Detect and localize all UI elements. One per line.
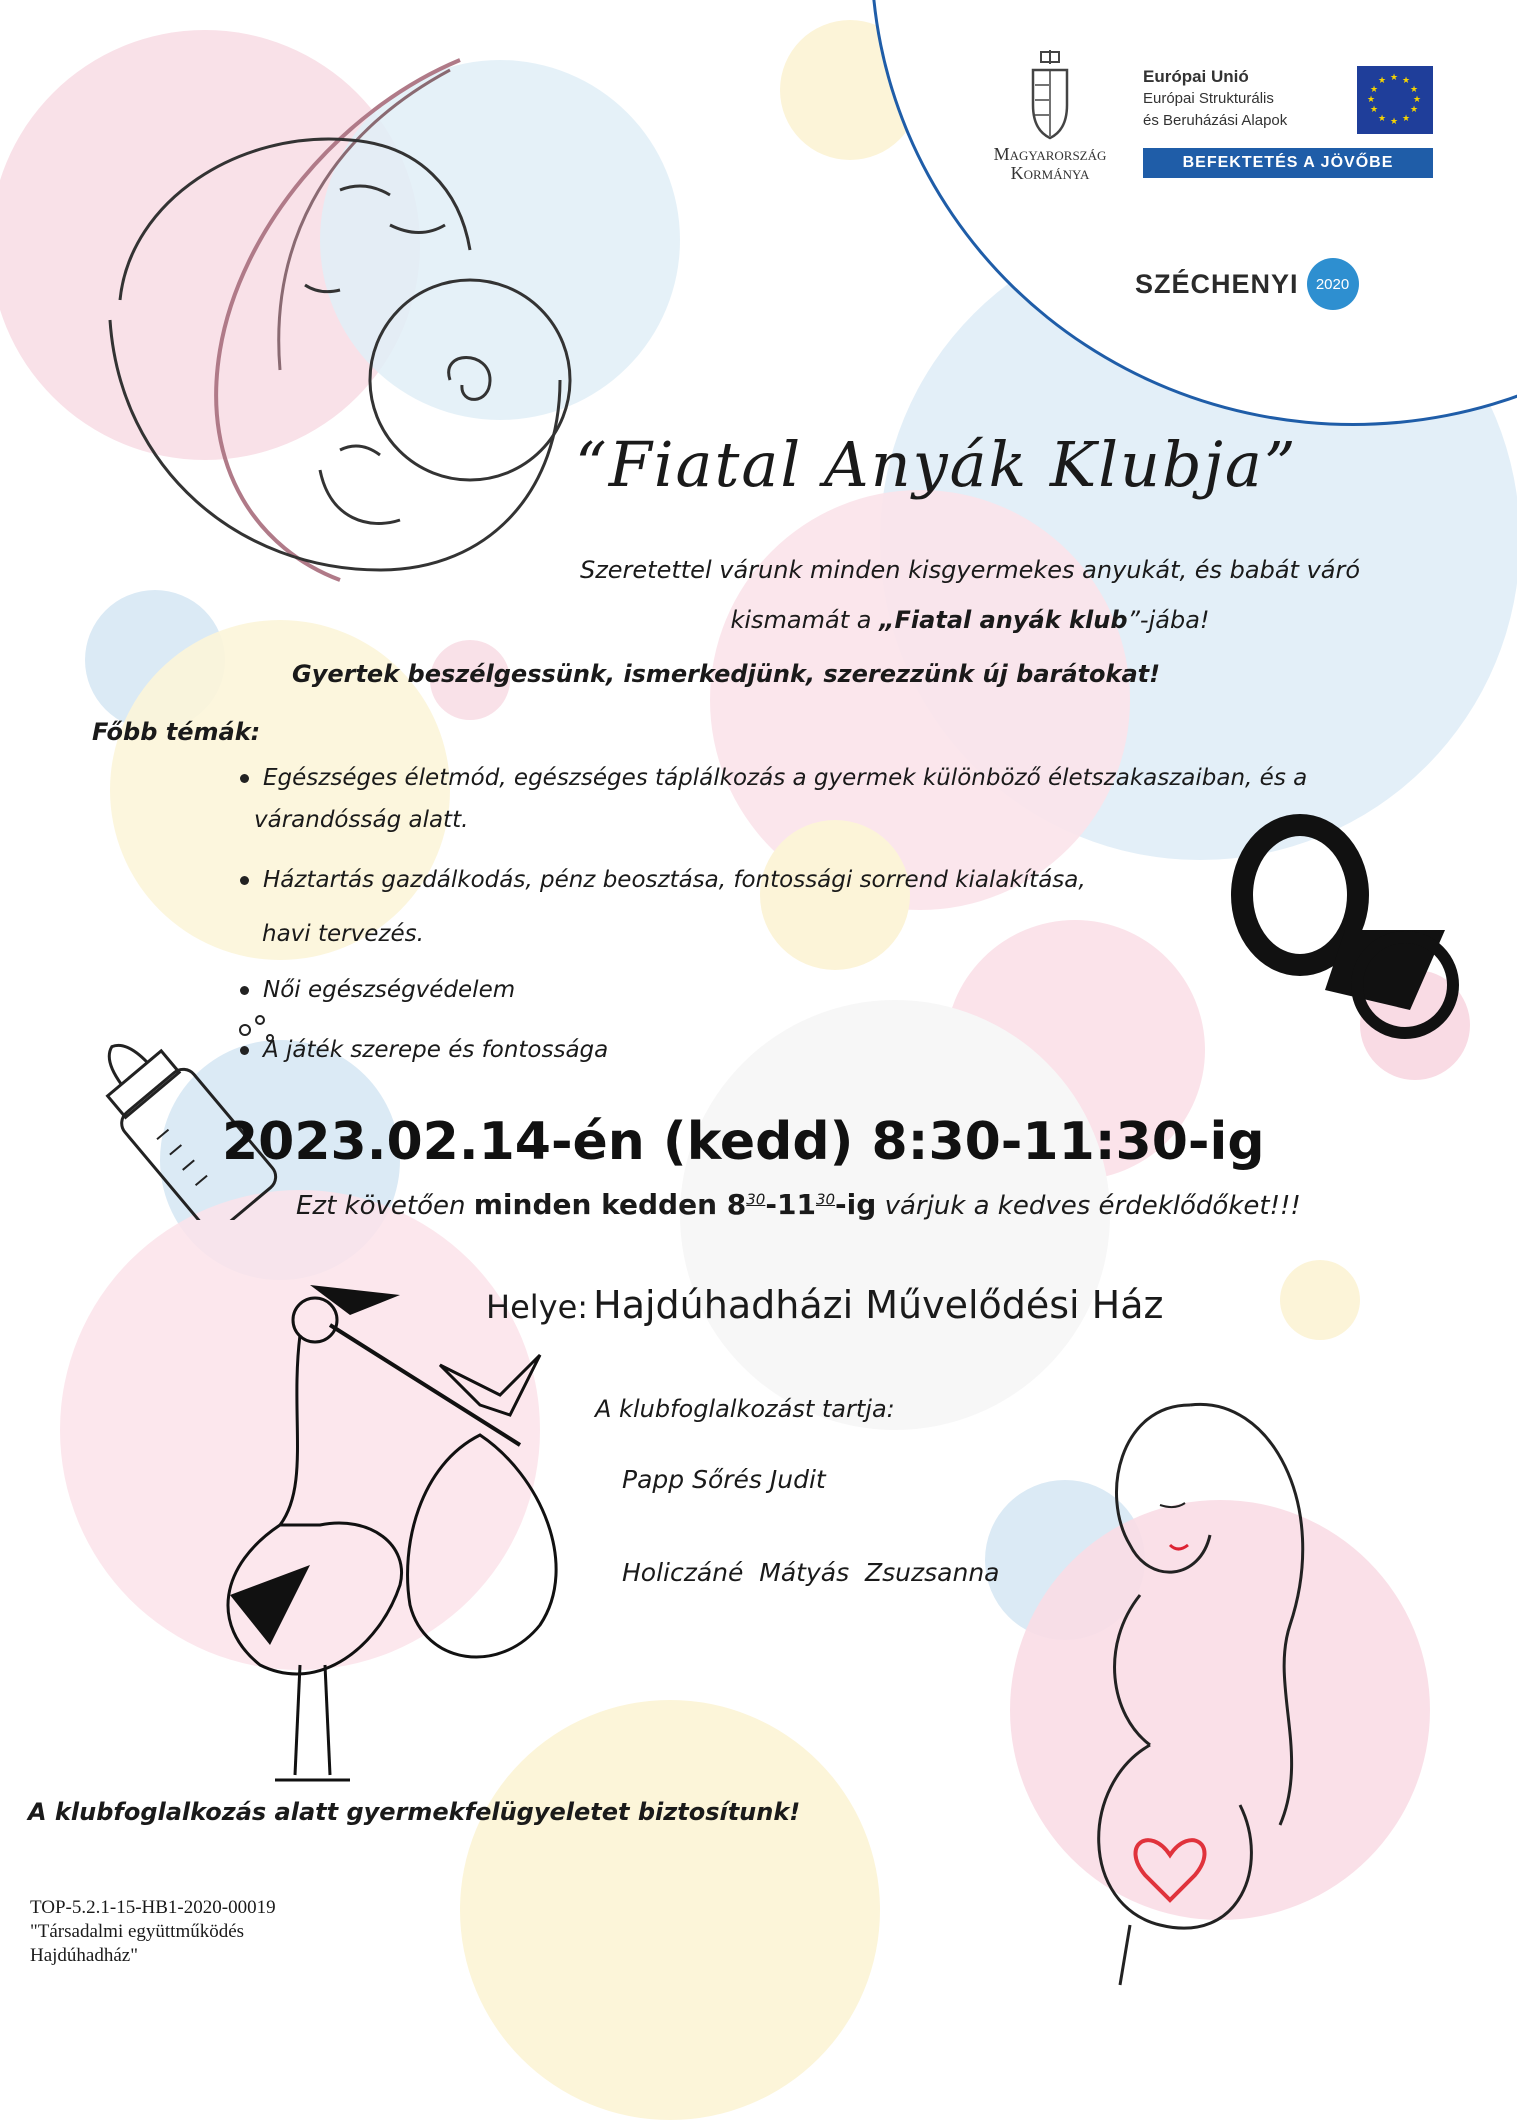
mother-baby-illustration <box>90 50 600 610</box>
topic-text-2: Háztartás gazdálkodás, pénz beosztása, fontossági sorrend kialakítása, <box>263 867 1086 893</box>
topics-heading: Főbb témák: <box>92 718 261 746</box>
tagline: Gyertek beszélgessünk, ismerkedjünk, szerezzünk új barátokat! <box>292 660 1161 688</box>
recurring-bold-a: minden kedden 8 <box>473 1188 747 1221</box>
topic-item-1 <box>240 755 1440 801</box>
pacifier-icon <box>1230 810 1470 1040</box>
government-name-line1: Magyarország <box>993 144 1107 164</box>
szechenyi-pin-icon <box>1307 258 1359 310</box>
topic-text-1: Egészséges életmód, egészséges táplálkozás a gyermek különböző életszakaszaiban, és a <box>263 765 1308 791</box>
intro-text <box>520 545 1420 645</box>
bullet-icon <box>240 774 249 783</box>
recurring-post: várjuk a kedves érdeklődőket!!! <box>876 1191 1301 1221</box>
event-date: 2023.02.14-én (kedd) 8:30-11:30-ig <box>222 1112 1265 1172</box>
szechenyi-logo <box>1135 258 1359 310</box>
host-name-1: Papp Sőrés Judit <box>622 1465 826 1494</box>
pregnant-woman-illustration <box>1040 1385 1340 1990</box>
eu-title: Európai Unió <box>1143 67 1249 86</box>
eu-subtitle-2: és Beruházási Alapok <box>1143 112 1288 129</box>
page-title: “Fiatal Anyák Klubja” <box>575 428 1298 501</box>
eu-subtitle-1: Európai Strukturális <box>1143 90 1274 107</box>
childcare-note: A klubfoglalkozás alatt gyermekfelügyeletet biztosítunk! <box>28 1798 801 1826</box>
szechenyi-year: 2020 <box>1315 275 1350 293</box>
heart-icon <box>1135 1840 1204 1900</box>
intro-line-2 <box>520 595 1420 645</box>
recurring-sup-a: 30 <box>746 1190 766 1209</box>
bullet-icon <box>240 986 249 995</box>
stork-illustration <box>200 1265 600 1805</box>
project-name-1: "Társadalmi együttműködés <box>30 1921 245 1942</box>
intro-line-2-post: ”-jába! <box>1127 606 1210 634</box>
government-name-line2: Kormánya <box>1010 163 1090 183</box>
coat-of-arms-icon <box>1027 50 1073 140</box>
eu-block <box>1143 66 1433 178</box>
topic-text-3: Női egészségvédelem <box>263 977 516 1003</box>
recurring-bold-b: -11 <box>765 1188 816 1221</box>
topic-item-2-cont: havi tervezés. <box>262 921 424 947</box>
recurring-schedule <box>296 1188 1301 1221</box>
project-footer <box>30 1896 276 1968</box>
venue-name: Hajdúhadházi Művelődési Ház <box>593 1283 1164 1327</box>
recurring-sup-b: 30 <box>815 1190 836 1209</box>
eu-flag-icon: ★ ★ ★ ★ ★ ★ ★ ★ ★ ★ ★ ★ <box>1357 66 1433 134</box>
project-name-2: Hajdúhadház" <box>30 1945 138 1966</box>
club-name: „Fiatal anyák klub <box>879 606 1128 634</box>
government-logo <box>975 50 1125 184</box>
topic-text-4: A játék szerepe és fontossága <box>263 1037 609 1063</box>
venue-label: Helye: <box>486 1288 589 1326</box>
project-id: TOP-5.2.1-15-HB1-2020-00019 <box>30 1897 276 1918</box>
intro-line-2-pre: kismamát a <box>730 606 880 634</box>
hosts-heading: A klubfoglalkozást tartja: <box>595 1395 895 1423</box>
topic-item-1-cont: várandósság alatt. <box>254 807 469 833</box>
bullet-icon <box>240 876 249 885</box>
intro-line-1: Szeretettel várunk minden kisgyermekes anyukát, és babát váró <box>579 556 1361 584</box>
recurring-bold-c: -ig <box>835 1188 877 1221</box>
recurring-pre: Ezt követően <box>296 1191 474 1221</box>
szechenyi-text: SZÉCHENYI <box>1135 268 1299 299</box>
eu-banner: BEFEKTETÉS A JÖVŐBE <box>1143 148 1433 178</box>
host-name-2: Holiczáné Mátyás Zsuzsanna <box>622 1558 1000 1587</box>
